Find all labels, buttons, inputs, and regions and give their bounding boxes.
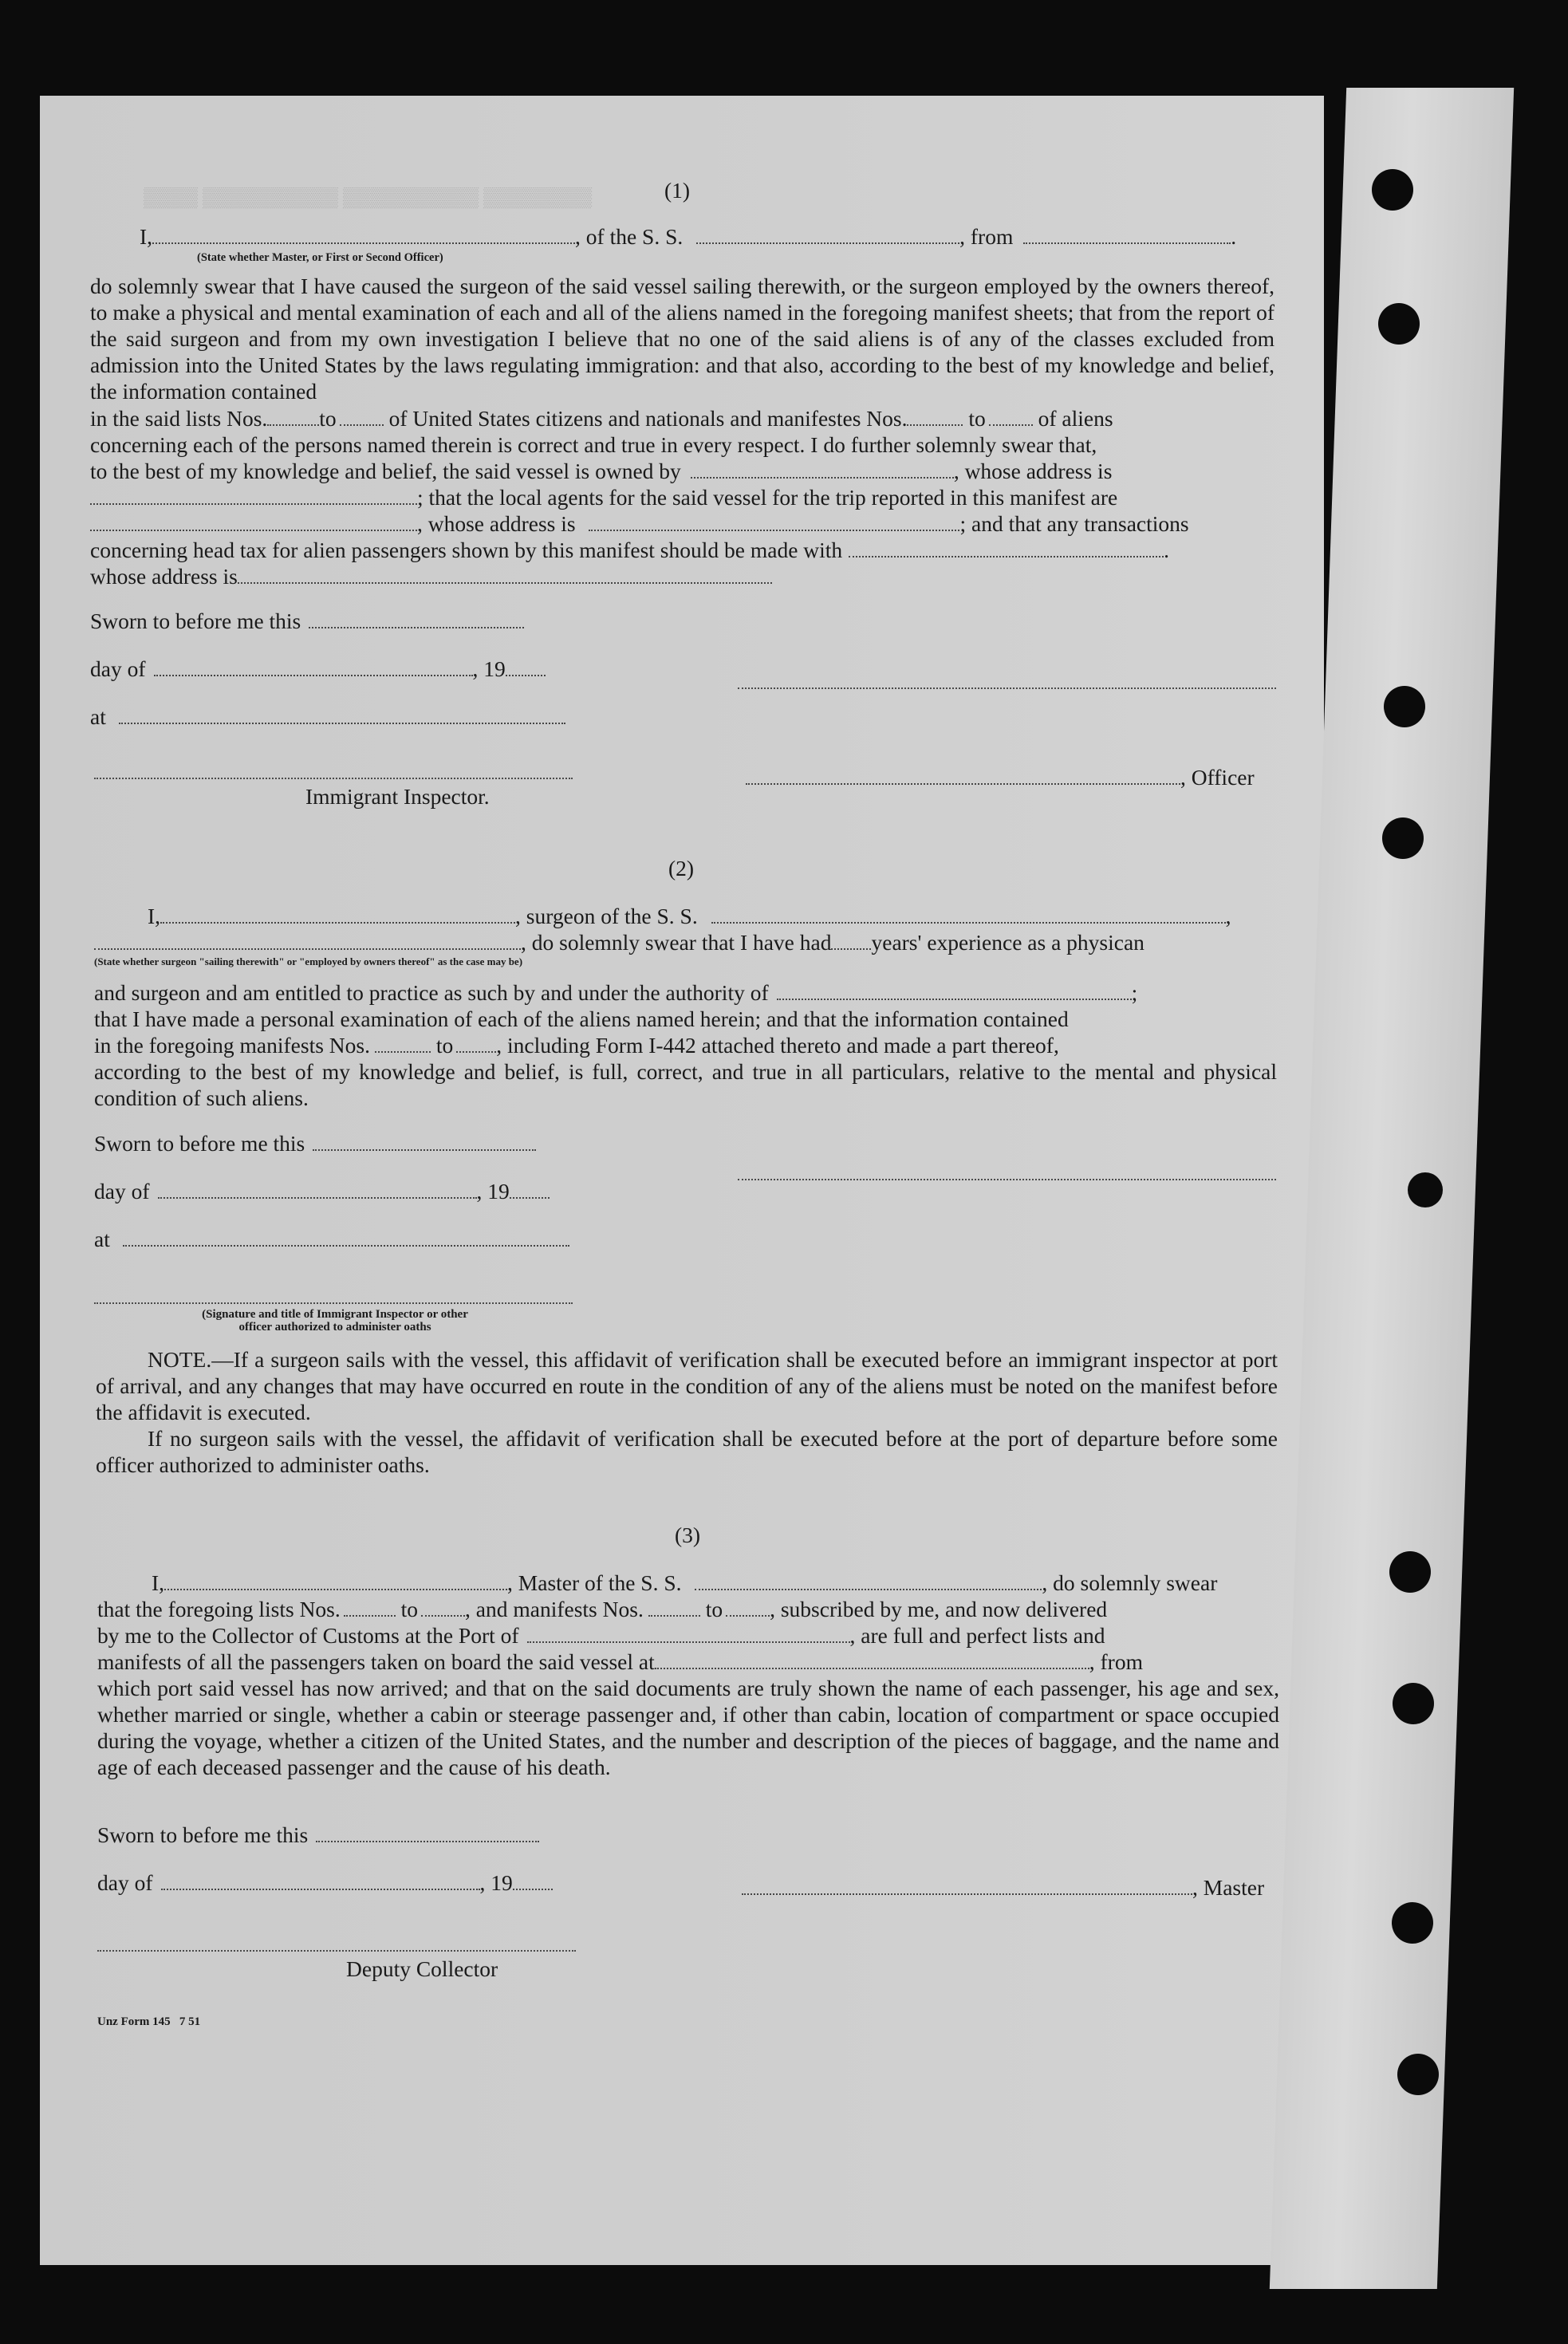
sworn-day-field-2[interactable] [313,1133,536,1151]
section-1-line-agent-address: , whose address is ; and that any transactions [90,510,1189,537]
section-2-line-authority: and surgeon and am entitled to practice as such by and under the authority of ; [94,980,1138,1005]
section-2-line-manifests: in the foregoing manifests Nos. to , including Form I-442 attached thereto and made a part thereof, [94,1033,1059,1058]
immigrant-inspector-label: Immigrant Inspector. [305,784,490,809]
section-3-text-rest: which port said vessel has now arrived; and that on the said documents are truly shown the name of each passenger, his age and sex, whether married or single, whether a cabin or steerage passenger and, if other than cabin, location of compartment or space occupied during the voyage, whether a citizen of the United States, and the number and description of the pieces of baggage, and the name and age of each deceased passenger and the cause of his death. [97,1676,1279,1779]
section-3-line-4: manifests of all the passengers taken on board the said vessel at , from [97,1649,1143,1674]
section-3-master: , Master [742,1874,1264,1901]
deputy-collector-label: Deputy Collector [346,1956,498,1981]
section-2-line-2: , do solemnly swear that I have had years' experience as a physican [94,929,1144,955]
officer-title-note: (State whether Master, or First or Second Officer) [197,251,443,264]
manifests-nos-from-field[interactable] [648,1599,700,1617]
section-2-day-of: day of , 19 [94,1178,550,1204]
section-3-sworn: Sworn to before me this [97,1822,539,1848]
binder-hole [1393,1683,1434,1724]
section-1-sworn: Sworn to before me this [90,608,524,634]
section-1-officer: , Officer [746,764,1255,790]
surgeon-name-field[interactable] [160,906,515,924]
section-1-line-owned: to the best of my knowledge and belief, the said vessel is owned by , whose address is [90,459,1113,483]
agents-address-field[interactable] [589,514,959,531]
manifests-from-field[interactable] [375,1035,431,1053]
authority-field[interactable] [777,983,1132,1000]
local-agents-field[interactable] [90,514,417,531]
bleed-through-text: ▒▒▒▒ ▒▒▒▒▒▒▒▒▒▒ ▒▒▒▒▒▒▒▒▒▒ ▒▒▒▒▒▒▒▒ [144,187,593,208]
no-surgeon-note-paragraph: If no surgeon sails with the vessel, the affidavit of verification shall be executed before at the port of departure before some officer authorized to administer oaths. [96,1426,1278,1477]
master-vessel-field[interactable] [695,1573,1042,1590]
surgeon-status-note: (State whether surgeon "sailing therewith" or "employed by owners thereof" as the case may be) [94,955,523,967]
vessel-name-field[interactable] [696,227,959,244]
years-experience-field[interactable] [831,932,871,950]
section-3-line-2: that the foregoing lists Nos. to , and manifests Nos. to , subscribed by me, and now delivered [97,1597,1108,1621]
sworn-place-field-2[interactable] [123,1229,569,1247]
sworn-month-field-3[interactable] [161,1873,480,1890]
section-1-line-agents: ; that the local agents for the said vessel for the trip reported in this manifest are [90,484,1117,510]
section-2-number: (2) [668,856,695,880]
binder-hole [1382,817,1424,859]
sworn-month-field-2[interactable] [158,1181,477,1199]
lists-to-field[interactable] [421,1599,465,1617]
surgeon-signature-line[interactable] [738,1179,1276,1180]
sworn-year-field-3[interactable] [513,1873,553,1890]
binder-hole [1389,1551,1431,1593]
manifests-nos-to-field[interactable] [726,1599,770,1617]
lists-from-field[interactable] [344,1599,396,1617]
manifests-to-field[interactable] [456,1035,496,1053]
section-1-line-head-tax: concerning head tax for alien passengers shown by this manifest should be made with . [90,538,1170,562]
sworn-year-field[interactable] [506,659,546,676]
alien-lists-to-field[interactable] [989,408,1033,426]
sworn-place-field[interactable] [119,707,565,724]
sworn-day-field[interactable] [309,611,524,628]
section-2-line-1: I, , surgeon of the S. S. , [148,904,1231,928]
owner-address-field[interactable] [90,487,417,505]
officer-name-field[interactable] [152,227,575,244]
us-lists-from-field[interactable] [267,408,319,426]
section-3-day-of: day of , 19 [97,1869,553,1896]
section-3-line-1: I, , Master of the S. S. , do solemnly swear [152,1570,1218,1595]
officer-signature-line-1[interactable] [738,687,1276,689]
section-1-at: at [90,703,565,730]
section-1-line-concerning: concerning each of the persons named therein is correct and true in every respect. I do further solemnly swear that, [90,432,1097,457]
section-3-number: (3) [675,1523,701,1547]
from-port-field[interactable] [1023,227,1231,244]
collector-signature-line[interactable] [97,1950,576,1952]
surgeon-vessel-field[interactable] [711,906,1226,924]
inspector-signature-line-2[interactable] [94,1302,573,1304]
binder-hole [1372,169,1413,211]
head-tax-address-field[interactable] [238,566,772,584]
binder-hole [1378,303,1420,345]
surgeon-status-field[interactable] [94,932,521,950]
head-tax-contact-field[interactable] [849,540,1164,557]
section-2-line-examination: that I have made a personal examination of each of the aliens named herein; and that the information contained [94,1007,1069,1031]
us-lists-to-field[interactable] [340,408,384,426]
master-name-field[interactable] [164,1573,507,1590]
section-1-day-of: day of , 19 [90,656,546,682]
sworn-year-field-2[interactable] [510,1181,550,1199]
master-signature-field[interactable] [742,1877,1192,1895]
sworn-day-field-3[interactable] [316,1825,539,1842]
inspector-signature-line[interactable] [94,778,573,779]
vessel-owner-field[interactable] [691,461,954,479]
binder-hole [1384,686,1425,727]
section-1-text-a: do solemnly swear that I have caused the surgeon of the said vessel sailing therewith, or the surgeon employed by the owners thereof, to make a physical and mental examination of each and all of the aliens named in the foregoing manifest sheets; that from the report of the said surgeon and from my own investigation I believe that no one of the said aliens is of any of the classes excluded from admission into the United States by the laws regulating immigration: and that also, according to the best of my knowledge and belief, the information contained [90,274,1274,404]
form-number: Unz Form 145 7 51 [97,2015,201,2028]
embark-port-field[interactable] [655,1652,1089,1669]
binder-hole [1392,1902,1433,1944]
officer-signature-field[interactable] [746,767,1180,785]
section-1-number: (1) [664,178,691,203]
section-2-sworn: Sworn to before me this [94,1130,536,1156]
sworn-month-field[interactable] [154,659,473,676]
section-1-line-1: I, , of the S. S. , from . [140,224,1237,249]
signature-title-note: (Signature and title of Immigrant Inspector or other officer authorized to administer oaths [202,1308,468,1334]
section-2-at: at [94,1226,569,1252]
surgeon-note-paragraph: NOTE.—If a surgeon sails with the vessel, this affidavit of verification shall be executed before an immigrant inspector at port of arrival, and any changes that may have occurred en route in the condition of any of the aliens must be noted on the manifest before the affidavit is executed. [96,1347,1278,1424]
section-1-line-lists: in the said lists Nos. to of United States citizens and nationals and manifestes Nos. to of aliens [90,406,1113,431]
binder-hole [1397,2054,1439,2095]
port-field[interactable] [527,1625,850,1643]
binder-hole [1408,1172,1443,1207]
section-2-text-d: according to the best of my knowledge and belief, is full, correct, and true in all particulars, relative to the mental and physical condition of such aliens. [94,1059,1277,1110]
section-3-line-3: by me to the Collector of Customs at the Port of , are full and perfect lists and [97,1623,1105,1648]
section-1-line-whose: whose address is [90,563,772,589]
alien-lists-from-field[interactable] [907,408,963,426]
